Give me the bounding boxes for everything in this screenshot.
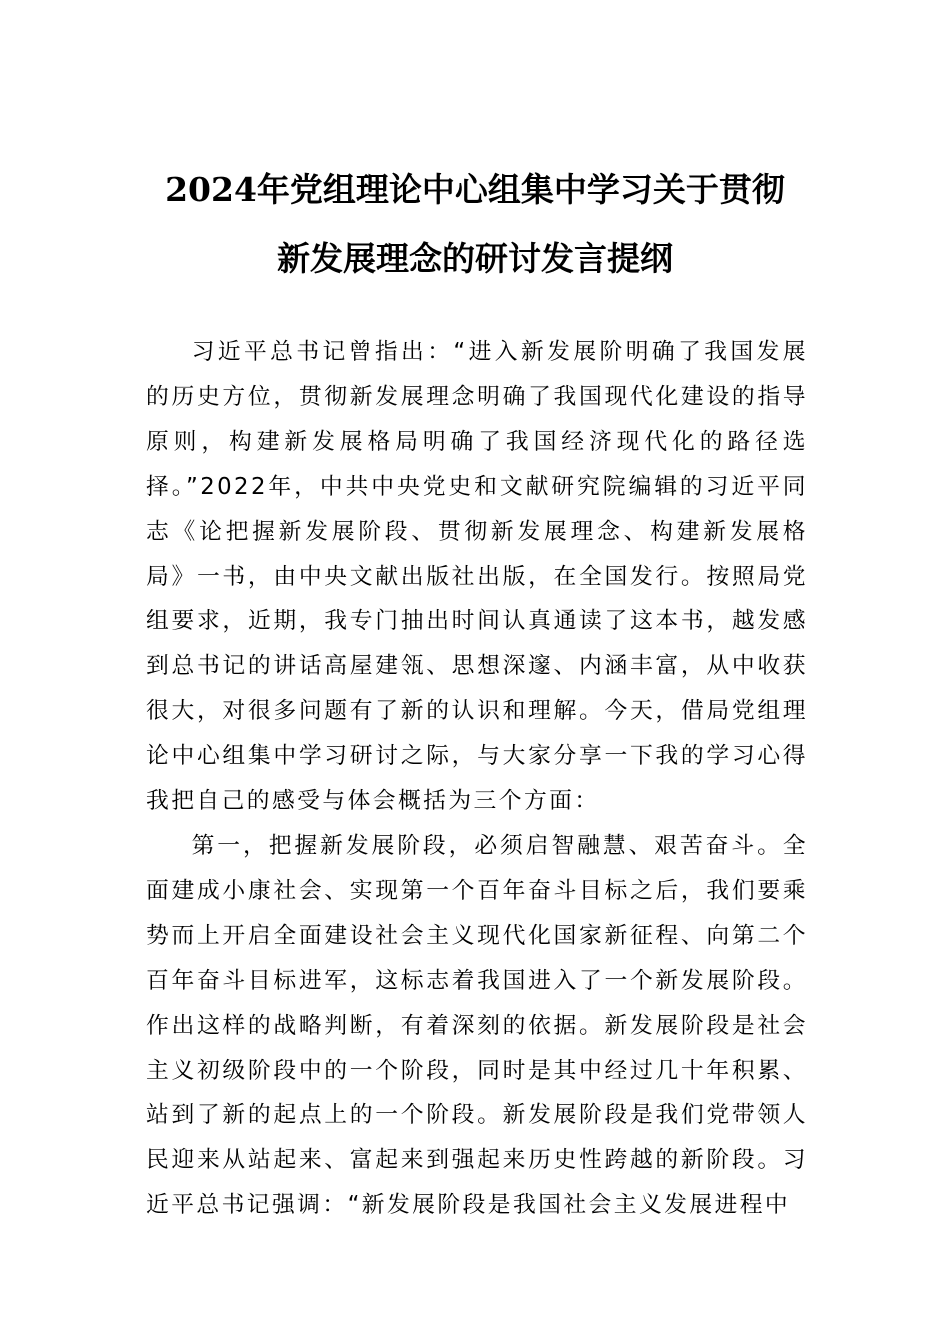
body-paragraph-first-point: 第一，把握新发展阶段，必须启智融慧、艰苦奋斗。全面建成小康社会、实现第一个百年奋斗目标之后，我们要乘势而上开启全面建设社会主义现代化国家新征程、向第二个百年奋斗目标进军，这标志着我国进入了一个新发展阶段。作出这样的战略判断，有着深刻的依据。新发展阶段是社会主义初级阶段中的一个阶段，同时是其中经过几十年积累、站到了新的起点上的一个阶段。新发展阶段是我们党带领人民迎来从站起来、富起来到强起来历史性跨越的新阶段。习近平总书记强调：“新发展阶段是我国社会主义发展进程中 <box>146 832 808 1219</box>
document-body <box>146 330 808 1228</box>
document-title-line-2: 新发展理念的研讨发言提纲 <box>277 239 673 278</box>
body-paragraph-intro: 习近平总书记曾指出：“进入新发展阶明确了我国发展的历史方位，贯彻新发展理念明确了我国现代化建设的指导原则，构建新发展格局明确了我国经济现代化的路径选择。”2022年，中共中央党史和文献研究院编辑的习近平同志《论把握新发展阶段、贯彻新发展理念、构建新发展格局》一书，由中央文献出版社出版，在全国发行。按照局党组要求，近期，我专门抽出时间认真通读了这本书，越发感到总书记的讲话高屋建瓴、思想深邃、内涵丰富，从中收获很大，对很多问题有了新的认识和理解。今天，借局党组理论中心组集中学习研讨之际，与大家分享一下我的学习心得我把自己的感受与体会概括为三个方面： <box>146 339 808 815</box>
document-title-line-1: 2024年党组理论中心组集中学习关于贯彻 <box>165 170 785 209</box>
